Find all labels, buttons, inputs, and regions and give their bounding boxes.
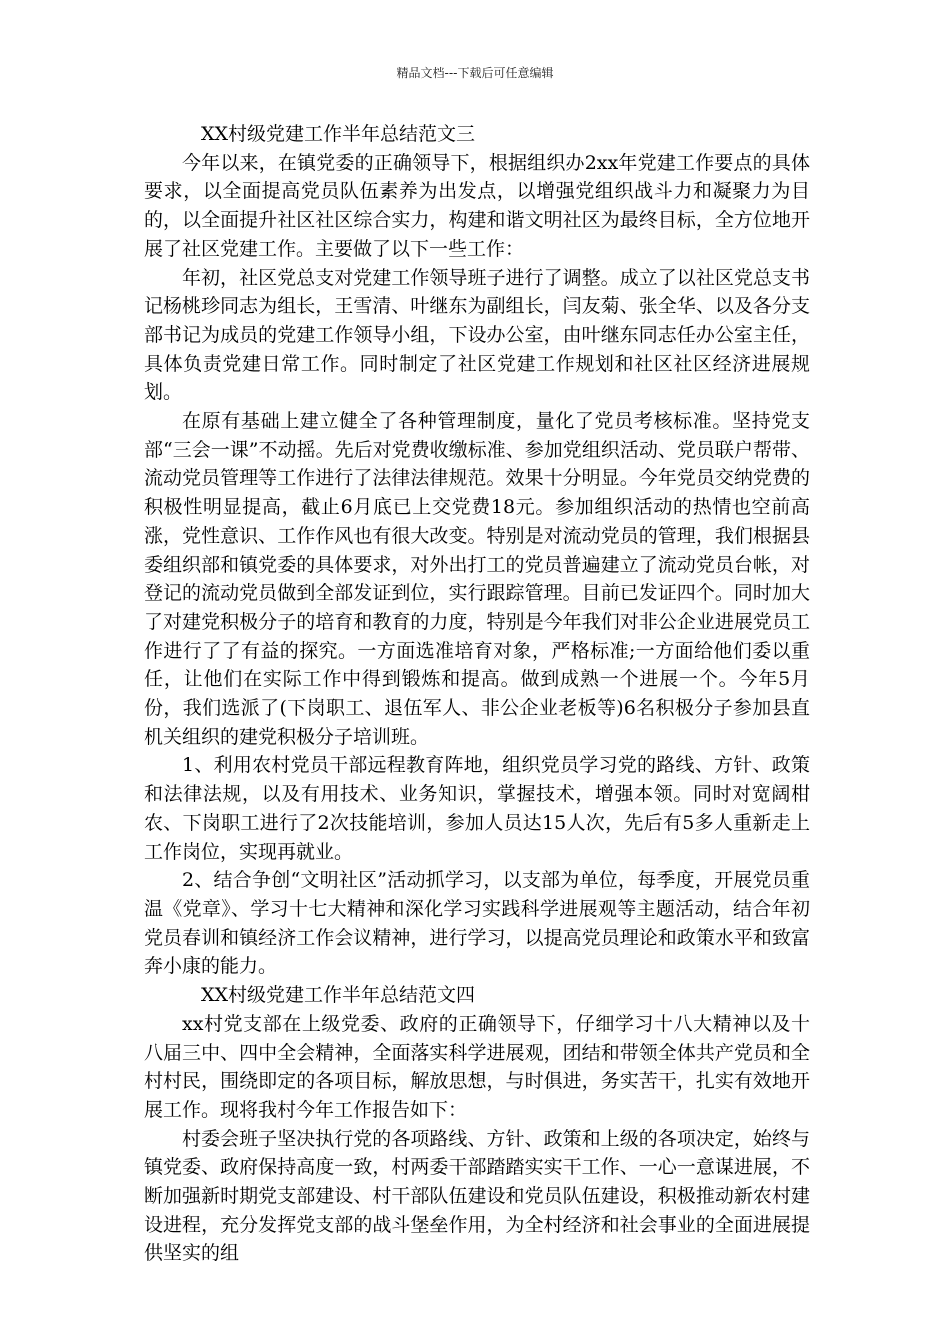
paragraph-item-one: 1、利用农村党员干部远程教育阵地，组织党员学习党的路线、方针、政策和法律法规，以及有用技术、业务知识，掌握技术，增强本领。同时对宽阔柑农、下岗职工进行了2次技能培训，参加人员达15人次，先后有5多人重新走上工作岗位，实现再就业。: [144, 754, 810, 863]
paragraph-management: 在原有基础上建立健全了各种管理制度，量化了党员考核标准。坚持党支部“三会一课”不动摇。先后对党费收缴标准、参加党组织活动、党员联户帮带、流动党员管理等工作进行了法律法律规范。效果十分明显。今年党员交纳党费的积极性明显提高，截止6月底已上交党费18元。参加组织活动的热情也空前高涨，党性意识、工作作风也有很大改变。特别是对流动党员的管理，我们根据县委组织部和镇党委的具体要求，对外出打工的党员普遍建立了流动党员台帐，对登记的流动党员做到全部发证到位，实行跟踪管理。目前已发证四个。同时加大了对建党积极分子的培育和教育的力度，特别是今年我们对非公企业进展党员工作进行了了有益的探究。一方面选准培育对象，严格标准;一方面给他们委以重任，让他们在实际工作中得到锻炼和提高。做到成熟一个进展一个。今年5月份，我们选派了(下岗职工、退伍军人、非公企业老板等)6名积极分子参加县直机关组织的建党积极分子培训班。: [144, 410, 810, 748]
paragraph-intro: 今年以来，在镇党委的正确领导下，根据组织办2xx年党建工作要点的具体要求，以全面提高党员队伍素养为出发点，以增强党组织战斗力和凝聚力为目的，以全面提升社区社区综合实力，构建和谐文明社区为最终目标，全方位地开展了社区党建工作。主要做了以下一些工作：: [144, 151, 810, 260]
section-title-four: XX村级党建工作半年总结范文四: [201, 984, 476, 1007]
page-header: 精品文档---下载后可任意编辑: [396, 66, 554, 80]
paragraph-village-intro: xx村党支部在上级党委、政府的正确领导下，仔细学习十八大精神以及十八届三中、四中全会精神，全面落实科学进展观，团结和带领全体共产党员和全村村民，围绕即定的各项目标，解放思想，与时俱进，务实苦干，扎实有效地开展工作。现将我村今年工作报告如下：: [144, 1012, 810, 1121]
paragraph-village-committee: 村委会班子坚决执行党的各项路线、方针、政策和上级的各项决定，始终与镇党委、政府保持高度一致，村两委干部踏踏实实干工作、一心一意谋进展，不断加强新时期党支部建设、村干部队伍建设和党员队伍建设，积极推动新农村建设进程，充分发挥党支部的战斗堡垒作用，为全村经济和社会事业的全面进展提供坚实的组: [144, 1127, 810, 1265]
paragraph-leadership: 年初，社区党总支对党建工作领导班子进行了调整。成立了以社区党总支书记杨桃珍同志为组长，王雪清、叶继东为副组长，闫友菊、张全华、以及各分支部书记为成员的党建工作领导小组，下设办公室，由叶继东同志任办公室主任，具体负责党建日常工作。同时制定了社区党建工作规划和社区社区经济进展规划。: [144, 266, 810, 404]
paragraph-item-two: 2、结合争创“文明社区”活动抓学习，以支部为单位，每季度，开展党员重温《党章》、学习十七大精神和深化学习实践科学进展观等主题活动，结合年初党员春训和镇经济工作会议精神，进行学习，以提高党员理论和政策水平和致富奔小康的能力。: [144, 869, 810, 978]
section-title-three: XX村级党建工作半年总结范文三: [201, 123, 476, 145]
document-body: [144, 120, 810, 1268]
